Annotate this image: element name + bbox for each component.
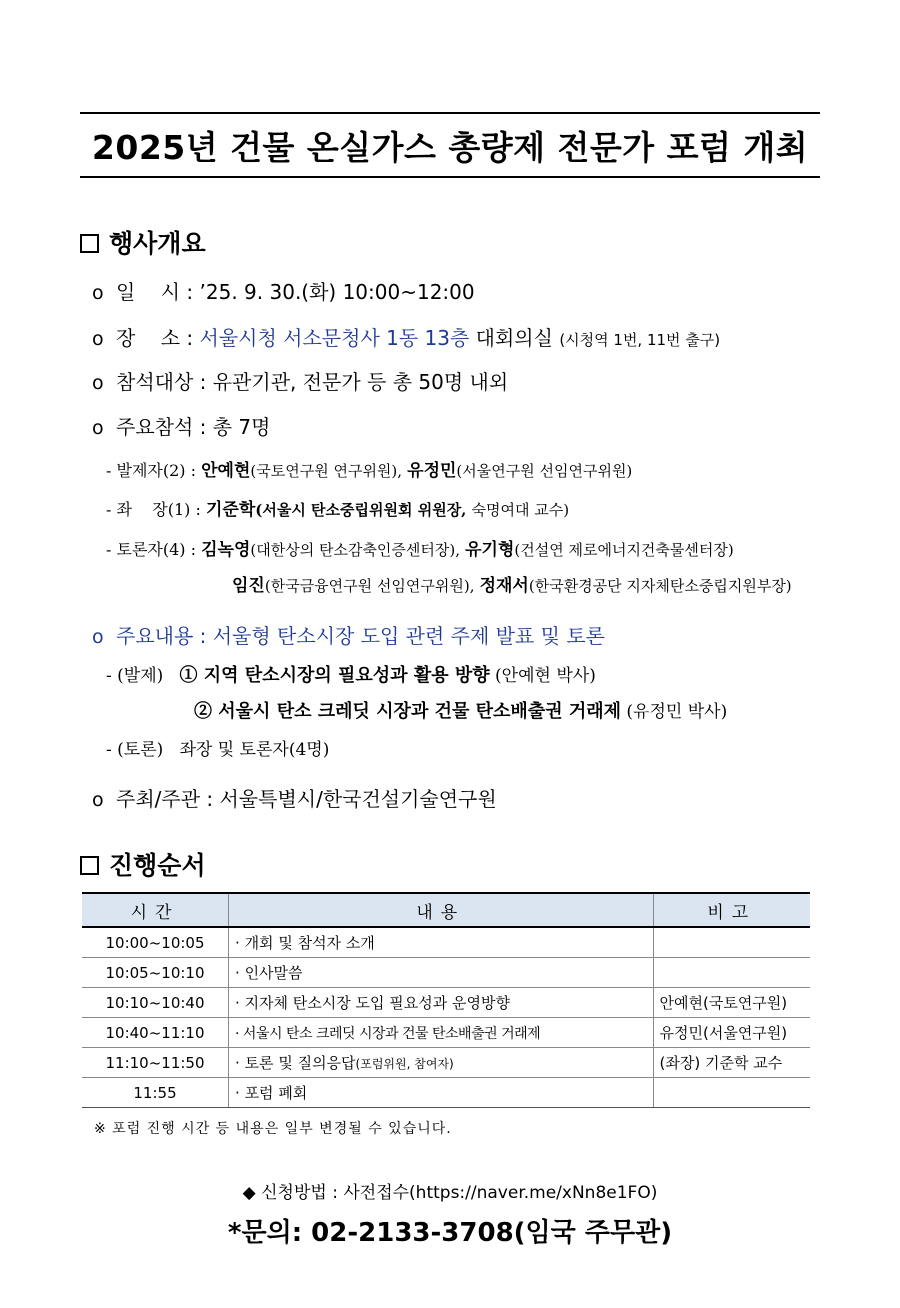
- header-content: 내용: [229, 893, 653, 927]
- row-time: 11:10~11:50: [82, 1048, 229, 1078]
- presenters-label: - 발제자(2) :: [106, 461, 197, 480]
- footnote: ※ 포럼 진행 시간 등 내용은 일부 변경될 수 있습니다.: [94, 1121, 452, 1137]
- presenter-1-name: 안예현: [201, 461, 251, 481]
- talk-line-2: [194, 697, 727, 723]
- date-line: o 일 시 : ’25. 9. 30.(화) 10:00~12:00: [92, 280, 475, 304]
- panel-line-2: [232, 571, 792, 596]
- panel-3-affiliation: (한국금융연구원 선임연구위원),: [264, 577, 475, 595]
- row-time: 10:05~10:10: [82, 958, 229, 988]
- schedule-table: [82, 892, 810, 1108]
- discuss-line: [106, 735, 329, 760]
- chair-affiliation: 숙명여대 교수): [471, 501, 570, 519]
- panel-2-affiliation: (건설연 제로에너지건축물센터장): [514, 541, 734, 559]
- row-note: [653, 958, 810, 988]
- content-value: 서울형 탄소시장 도입 관련 주제 발표 및 토론: [212, 624, 605, 648]
- row-note: [653, 1078, 810, 1108]
- table-header-row: [82, 893, 810, 927]
- chair-name: 기준학: [205, 500, 256, 520]
- host-label: 주최/주관: [116, 787, 201, 811]
- place-building: 서울시청 서소문청사 1동 13층: [199, 326, 470, 350]
- date-label: 일 시: [116, 280, 181, 304]
- presenters-line: [106, 456, 632, 481]
- panel-1-name: 김녹영: [201, 540, 251, 560]
- row-note: (좌장) 기준학 교수: [653, 1048, 810, 1078]
- apply-method: ◆ 신청방법 : 사전접수(https://naver.me/xNn8e1FO): [242, 1183, 658, 1203]
- circle-bullet-icon: o: [92, 328, 104, 350]
- attendees-label: 참석대상: [116, 370, 194, 394]
- checkbox-square-icon: [80, 234, 99, 253]
- panel-3-name: 임진: [232, 576, 265, 596]
- presenter-2-affiliation: (서울연구원 선임연구위원): [456, 462, 633, 480]
- talk-2-speaker: (유정민 박사): [626, 702, 728, 722]
- panel-4-name: 정재서: [479, 576, 529, 596]
- row-content: · 지자체 탄소시장 도입 필요성과 운영방향: [229, 988, 653, 1018]
- title-box: [80, 112, 820, 178]
- talk-1-speaker: (안예현 박사): [495, 666, 596, 686]
- header-time: 시간: [82, 893, 229, 927]
- table-row: [82, 958, 810, 988]
- row-content: · 인사말씀: [229, 958, 653, 988]
- main-attendees-line: o 주요참석 : 총 7명: [92, 415, 271, 439]
- discuss-value: 좌장 및 토론자(4명): [179, 740, 330, 760]
- talk-label: - (발제): [106, 666, 164, 686]
- main-attendees-value: 총 7명: [212, 415, 271, 439]
- attendees-line: o 참석대상 : 유관기관, 전문가 등 총 50명 내외: [92, 370, 509, 394]
- date-value: ’25. 9. 30.(화) 10:00~12:00: [199, 280, 475, 304]
- row-time: 10:10~10:40: [82, 988, 229, 1018]
- contact-info: *문의: 02-2133-3708(임국 주무관): [227, 1218, 673, 1248]
- panel-1-affiliation: (대한상의 탄소감축인증센터장),: [250, 541, 461, 559]
- section-heading-overview: 행사개요: [80, 224, 206, 260]
- place-label: 장 소: [116, 326, 181, 350]
- row-content: · 개회 및 참석자 소개: [229, 927, 653, 958]
- table-row: [82, 1078, 810, 1108]
- checkbox-square-icon: [80, 856, 99, 875]
- row-note: 유정민(서울연구원): [653, 1018, 810, 1048]
- panel-label: - 토론자(4) :: [106, 540, 197, 559]
- table-row: [82, 1018, 810, 1048]
- presenter-1-affiliation: (국토연구원 연구위원),: [250, 462, 403, 480]
- main-attendees-label: 주요참석: [116, 415, 194, 439]
- row-content-note: (포럼위원, 참여자): [355, 1057, 454, 1071]
- table-row: [82, 927, 810, 958]
- row-note: [653, 927, 810, 958]
- host-value: 서울특별시/한국건설기술연구원: [219, 787, 497, 811]
- place-room: 대회의실: [475, 326, 553, 350]
- content-label: 주요내용: [116, 624, 194, 648]
- row-time: 10:00~10:05: [82, 927, 229, 958]
- presenter-2-name: 유정민: [407, 461, 457, 481]
- talk-1-title: ① 지역 탄소시장의 필요성과 활용 방향: [179, 665, 490, 686]
- page-title: 2025년 건물 온실가스 총량제 전문가 포럼 개최: [91, 127, 809, 167]
- circle-bullet-icon: o: [92, 789, 104, 811]
- row-content-cell: [229, 1048, 653, 1078]
- row-content: · 토론 및 질의응답: [235, 1054, 356, 1072]
- table-row: [82, 988, 810, 1018]
- chair-line: [106, 495, 569, 520]
- chair-label: - 좌 장(1) :: [106, 500, 201, 519]
- row-content: · 서울시 탄소 크레딧 시장과 건물 탄소배출권 거래제: [229, 1018, 653, 1048]
- section-heading-schedule: 진행순서: [80, 846, 206, 882]
- panel-line-1: [106, 535, 734, 560]
- talk-2-title: ② 서울시 탄소 크레딧 시장과 건물 탄소배출권 거래제: [194, 701, 622, 722]
- host-line: o 주최/주관 : 서울특별시/한국건설기술연구원: [92, 787, 497, 811]
- discuss-label: - (토론): [106, 740, 164, 760]
- panel-2-name: 유기형: [465, 540, 515, 560]
- circle-bullet-icon: o: [92, 282, 104, 304]
- circle-bullet-icon: o: [92, 417, 104, 439]
- table-row: [82, 1048, 810, 1078]
- row-content: · 포럼 폐회: [229, 1078, 653, 1108]
- panel-4-affiliation: (한국환경공단 지자체탄소중립지원부장): [528, 577, 792, 595]
- row-note: 안예현(국토연구원): [653, 988, 810, 1018]
- content-line: o 주요내용 : 서울형 탄소시장 도입 관련 주제 발표 및 토론: [92, 624, 605, 648]
- attendees-value: 유관기관, 전문가 등 총 50명 내외: [212, 370, 509, 394]
- place-line: o 장 소 : 서울시청 서소문청사 1동 13층 대회의실 (시청역 1번, 11번 출구): [92, 326, 721, 350]
- circle-bullet-icon: o: [92, 626, 104, 648]
- row-time: 11:55: [82, 1078, 229, 1108]
- header-note: 비고: [653, 893, 810, 927]
- talk-line-1: [106, 661, 596, 687]
- place-note: (시청역 1번, 11번 출구): [559, 331, 721, 349]
- chair-affiliation-bold: (서울시 탄소중립위원회 위원장,: [255, 501, 467, 519]
- circle-bullet-icon: o: [92, 372, 104, 394]
- row-time: 10:40~11:10: [82, 1018, 229, 1048]
